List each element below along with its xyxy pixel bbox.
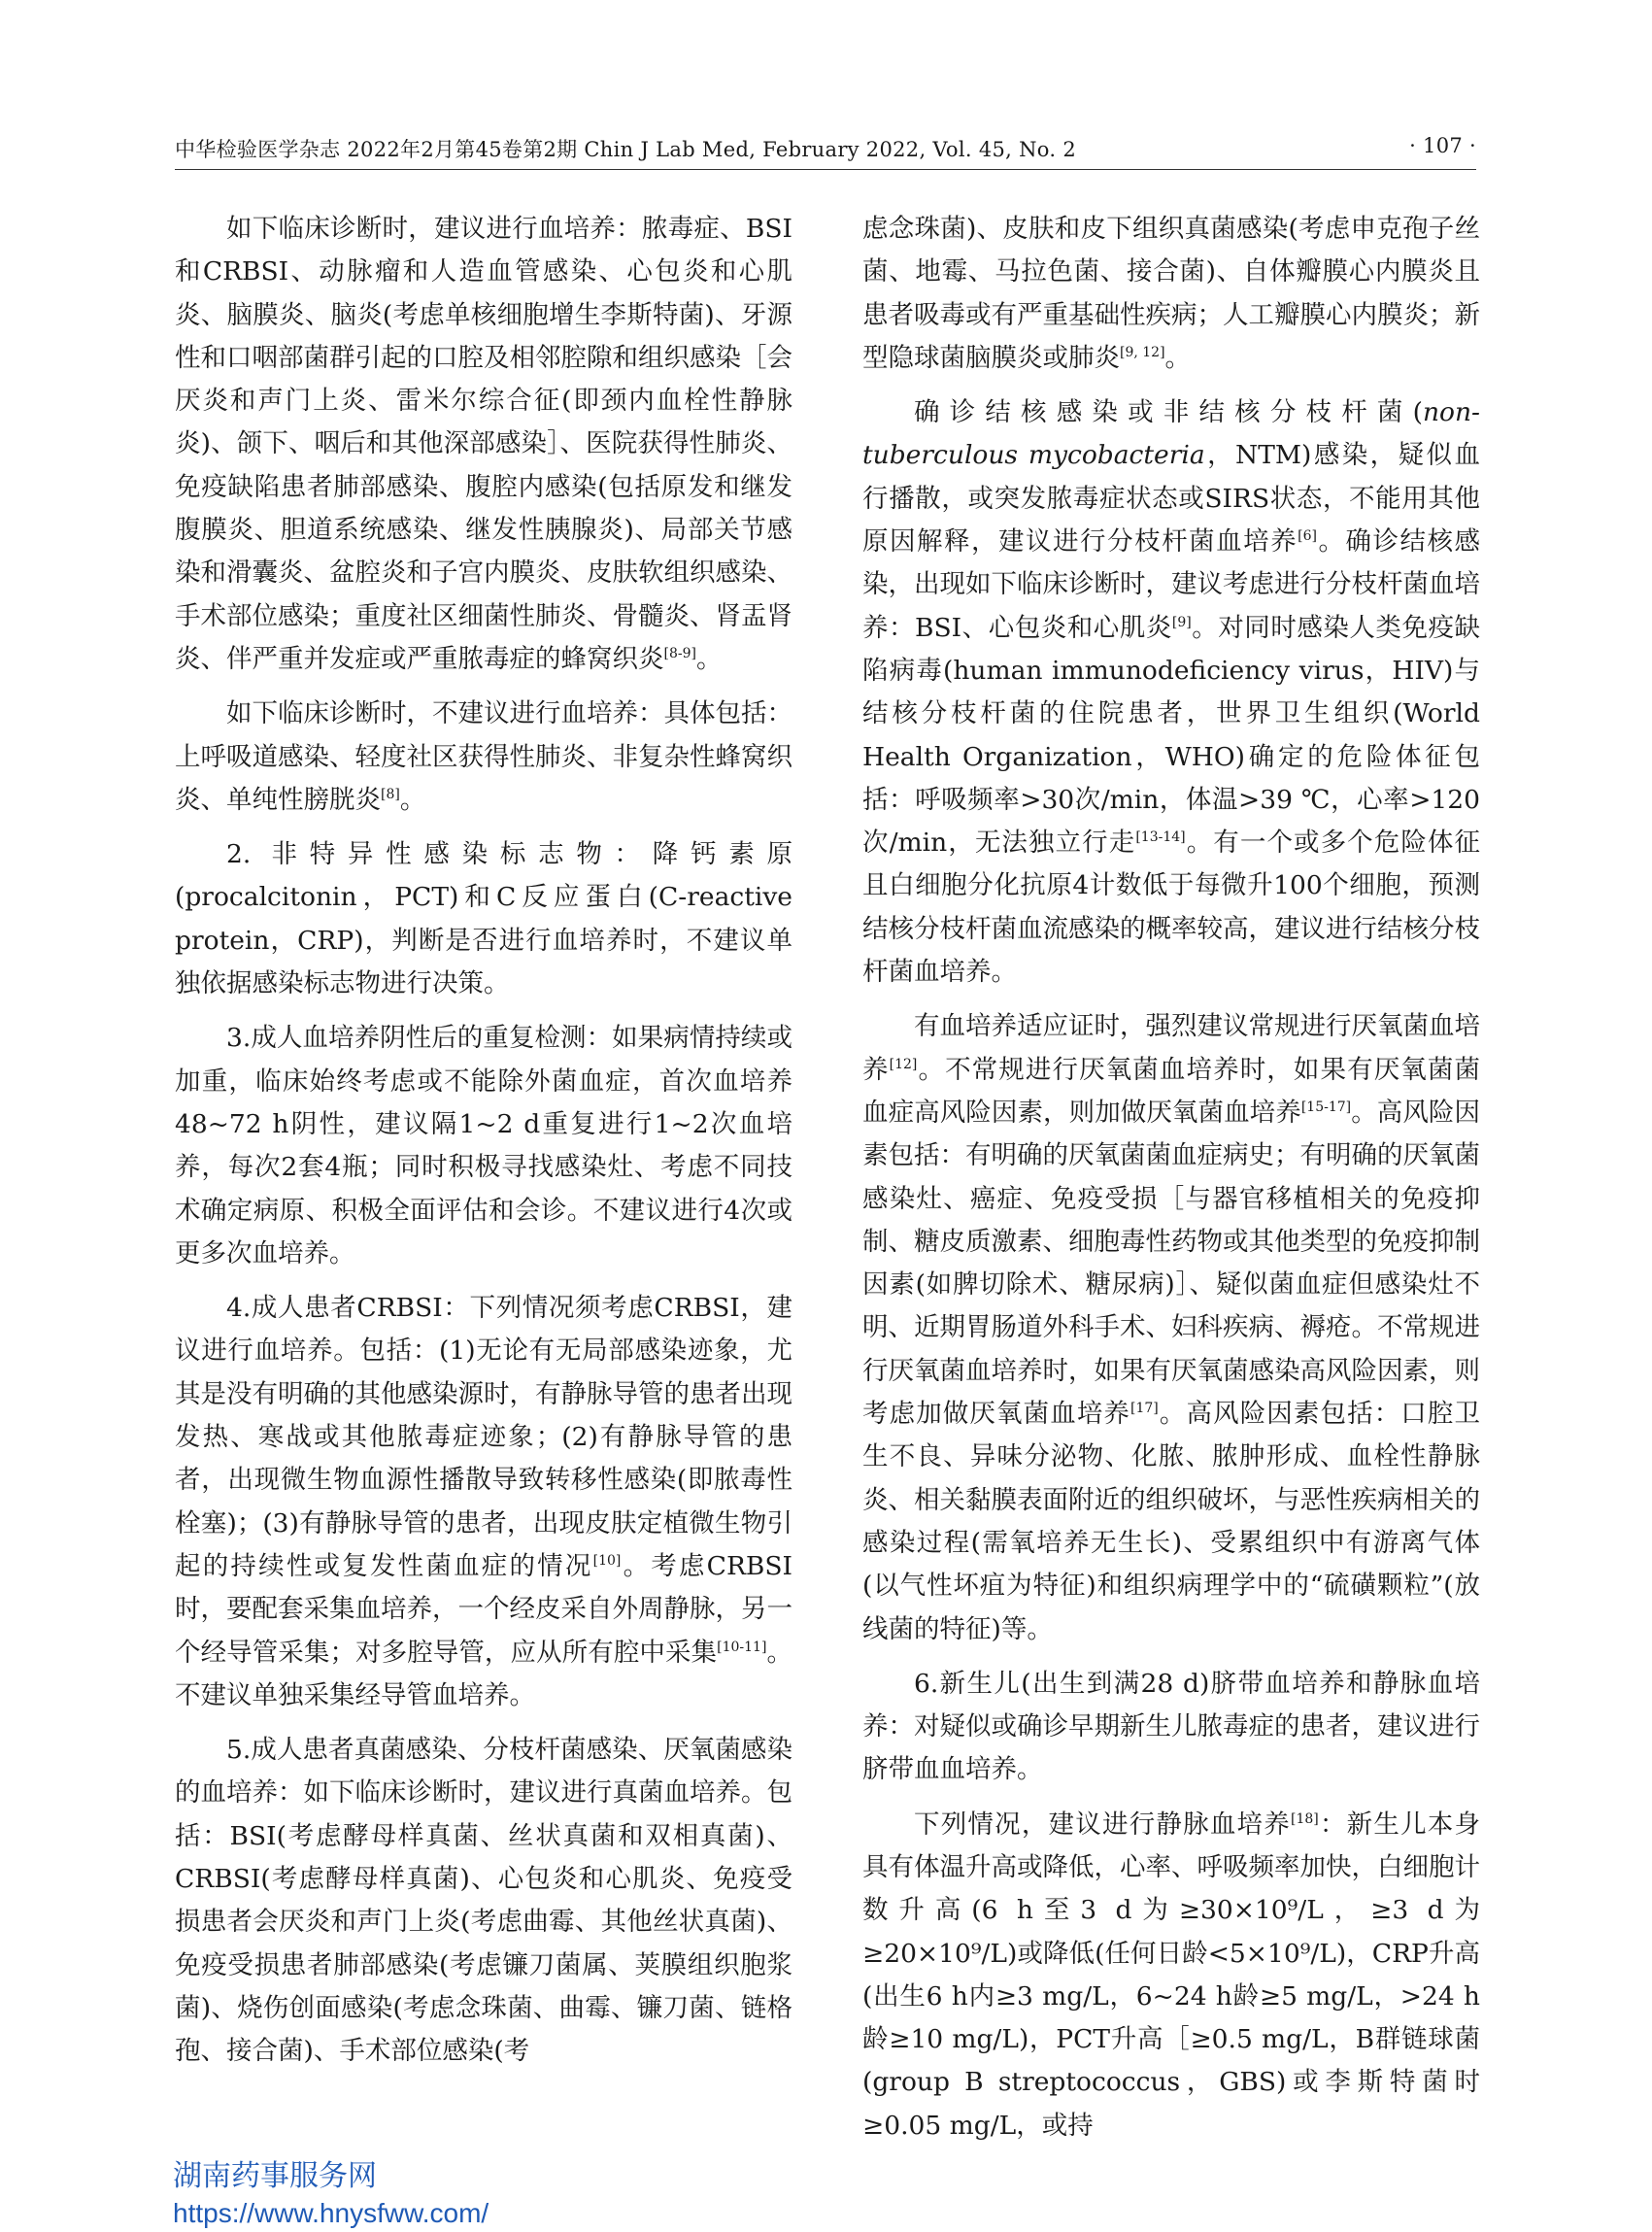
citation-ref[interactable]: [15-17] <box>1300 1099 1352 1116</box>
citation-ref[interactable]: [8] <box>381 787 400 803</box>
citation-ref[interactable]: [18] <box>1290 1810 1319 1827</box>
paragraph-section-3: 3.成人血培养阴性后的重复检测：如果病情持续或加重，临床始终考虑或不能除外菌血症，首次血培养48~72 h阴性，建议隔1~2 d重复进行1~2次血培养，每次2套4瓶；同时积极寻找感染灶、考虑不同技术确定病原、积极全面评估和会诊。不建议进行4次或更多次血培养。 <box>175 1023 792 1268</box>
header-rule <box>175 169 1476 170</box>
paragraph-fungal-continued: 虑念珠菌)、皮肤和皮下组织真菌感染(考虑申克孢子丝菌、地霉、马拉色菌、接合菌)、自体瓣膜心内膜炎且患者吸毒或有严重基础性疾病；人工瓣膜心内膜炎；新型隐球菌脑膜炎或肺炎[9, 12]。 <box>862 214 1480 373</box>
citation-ref[interactable]: [9, 12] <box>1120 345 1165 361</box>
site-name: 湖南药事服务网 <box>173 2160 377 2192</box>
paragraph-section-6: 6.新生儿(出生到满28 d)脐带血培养和静脉血培养：对疑似或确诊早期新生儿脓毒症的患者，建议进行脐带血血培养。 <box>862 1668 1480 1785</box>
right-column <box>862 208 1481 2141</box>
paragraph-anaerobic: 有血培养适应证时，强烈建议常规进行厌氧菌血培养[12]。不常规进行厌氧菌血培养时，如果有厌氧菌菌血症高风险因素，则加做厌氧菌血培养[15-17]。高风险因素包括：有明确的厌氧菌菌血症病史；有明确的厌氧菌感染灶、癌症、免疫受损［与器官移植相关的免疫抑制、糖皮质激素、细胞毒性药物或其他类型的免疫抑制因素(如脾切除术、糖尿病)］、疑似菌血症但感染灶不明、近期胃肠道外科手术、妇科疾病、褥疮。不常规进行厌氧菌血培养时，如果有厌氧菌感染高风险因素，则考虑加做厌氧菌血培养[17]。高风险因素包括：口腔卫生不良、异味分泌物、化脓、脓肿形成、血栓性静脉炎、相关黏膜表面附近的组织破坏，与恶性疾病相关的感染过程(需氧培养无生长)、受累组织中有游离气体(以气性坏疽为特征)和组织病理学中的“硫磺颗粒”(放线菌的特征)等。 <box>862 1011 1481 1644</box>
journal-citation: 中华检验医学杂志 2022年2月第45卷第2期 Chin J Lab Med, February 2022, Vol. 45, No. 2 <box>175 138 1076 161</box>
paragraph-mycobacteria: 确诊结核感染或非结核分枝杆菌(non-tuberculous mycobacteria，NTM)感染，疑似血行播散，或突发脓毒症状态或SIRS状态，不能用其他原因解释，建议进行分枝杆菌血培养[6]。确诊结核感染，出现如下临床诊断时，建议考虑进行分枝杆菌血培养：BSI、心包炎和心肌炎[9]。对同时感染人类免疫缺陷病毒(human immunodeficiency virus，HIV)与结核分枝杆菌的住院患者，世界卫生组织(World Health Organization，WHO)确定的危险体征包括：呼吸频率>30次/min，体温>39 ℃，心率>120次/min，无法独立行走[13-14]。有一个或多个危险体征且白细胞分化抗原4计数低于每微升100个细胞，预测结核分枝杆菌血流感染的概率较高，建议进行结核分枝杆菌血培养。 <box>862 397 1481 988</box>
running-header <box>175 128 1476 167</box>
citation-ref[interactable]: [17] <box>1130 1401 1159 1417</box>
paragraph-section-4: 4.成人患者CRBSI：下列情况须考虑CRBSI，建议进行血培养。包括：(1)无论有无局部感染迹象，尤其是没有明确的其他感染源时，有静脉导管的患者出现发热、寒战或其他脓毒症迹象；(2)有静脉导管的患者，出现微生物血源性播散导致转移性感染(即脓毒性栓塞)；(3)有静脉导管的患者，出现皮肤定植微生物引起的持续性或复发性菌血症的情况[10]。考虑CRBSI时，要配套采集血培养，一个经皮采自外周静脉，另一个经导管采集；对多腔导管，应从所有腔中采集[10-11]。不建议单独采集经导管血培养。 <box>175 1293 793 1710</box>
citation-ref[interactable]: [10] <box>592 1553 622 1570</box>
paragraph-clinical-indications: 如下临床诊断时，建议进行血培养：脓毒症、BSI和CRBSI、动脉瘤和人造血管感染、心包炎和心肌炎、脑膜炎、脑炎(考虑单核细胞增生李斯特菌)、牙源性和口咽部菌群引起的口腔及相邻腔隙和组织感染［会厌炎和声门上炎、雷米尔综合征(即颈内血栓性静脉炎)、颌下、咽后和其他深部感染］、医院获得性肺炎、免疫缺陷患者肺部感染、腹腔内感染(包括原发和继发腹膜炎、胆道系统感染、继发性胰腺炎)、局部关节感染和滑囊炎、盆腔炎和子宫内膜炎、皮肤软组织感染、手术部位感染；重度社区细菌性肺炎、骨髓炎、肾盂肾炎、伴严重并发症或严重脓毒症的蜂窝织炎[8-9]。 <box>175 214 792 674</box>
citation-ref[interactable]: [6] <box>1298 528 1317 545</box>
paragraph-not-recommended: 如下临床诊断时，不建议进行血培养：具体包括：上呼吸道感染、轻度社区获得性肺炎、非复杂性蜂窝织炎、单纯性膀胱炎[8]。 <box>175 698 792 815</box>
citation-ref[interactable]: [10-11] <box>717 1639 767 1655</box>
page-number: · 107 · <box>1409 134 1476 157</box>
citation-ref[interactable]: [9] <box>1171 614 1192 630</box>
left-column <box>175 208 792 2073</box>
paragraph-neonatal-venous: 下列情况，建议进行静脉血培养[18]：新生儿本身具有体温升高或降低，心率、呼吸频率加快，白细胞计数升高(6 h至3 d为≥30×10⁹/L，≥3 d为≥20×10⁹/L)或降低(任何日龄<5×10⁹/L)，CRP升高(出生6 h内≥3 mg/L，6~24 h龄≥5 mg/L，>24 h龄≥10 mg/L)，PCT升高［≥0.5 mg/L，B群链球菌(group B streptococcus，GBS)或李斯特菌时≥0.05 mg/L，或持 <box>862 1809 1481 2141</box>
latin-term: non-tuberculous mycobacteria <box>862 397 1480 471</box>
paragraph-section-5: 5.成人患者真菌感染、分枝杆菌感染、厌氧菌感染的血培养：如下临床诊断时，建议进行真菌血培养。包括：BSI(考虑酵母样真菌、丝状真菌和双相真菌)、CRBSI(考虑酵母样真菌)、心包炎和心肌炎、免疫受损患者会厌炎和声门上炎(考虑曲霉、其他丝状真菌)、免疫受损患者肺部感染(考虑镰刀菌属、荚膜组织胞浆菌)、烧伤创面感染(考虑念珠菌、曲霉、镰刀菌、链格孢、接合菌)、手术部位感染(考 <box>175 1735 792 2067</box>
site-url-link[interactable]: https://www.hnysfww.com/ <box>173 2198 489 2228</box>
citation-ref[interactable]: [12] <box>889 1056 918 1072</box>
paragraph-section-2: 2. 非特异性感染标志物：降钙素原(procalcitonin，PCT)和C反应蛋白(C-reactive protein，CRP)，判断是否进行血培养时，不建议单独依据感染标志物进行决策。 <box>175 839 792 999</box>
citation-ref[interactable]: [13-14] <box>1135 829 1186 846</box>
watermark-footer <box>173 2158 489 2232</box>
citation-ref[interactable]: [8-9] <box>663 646 696 662</box>
